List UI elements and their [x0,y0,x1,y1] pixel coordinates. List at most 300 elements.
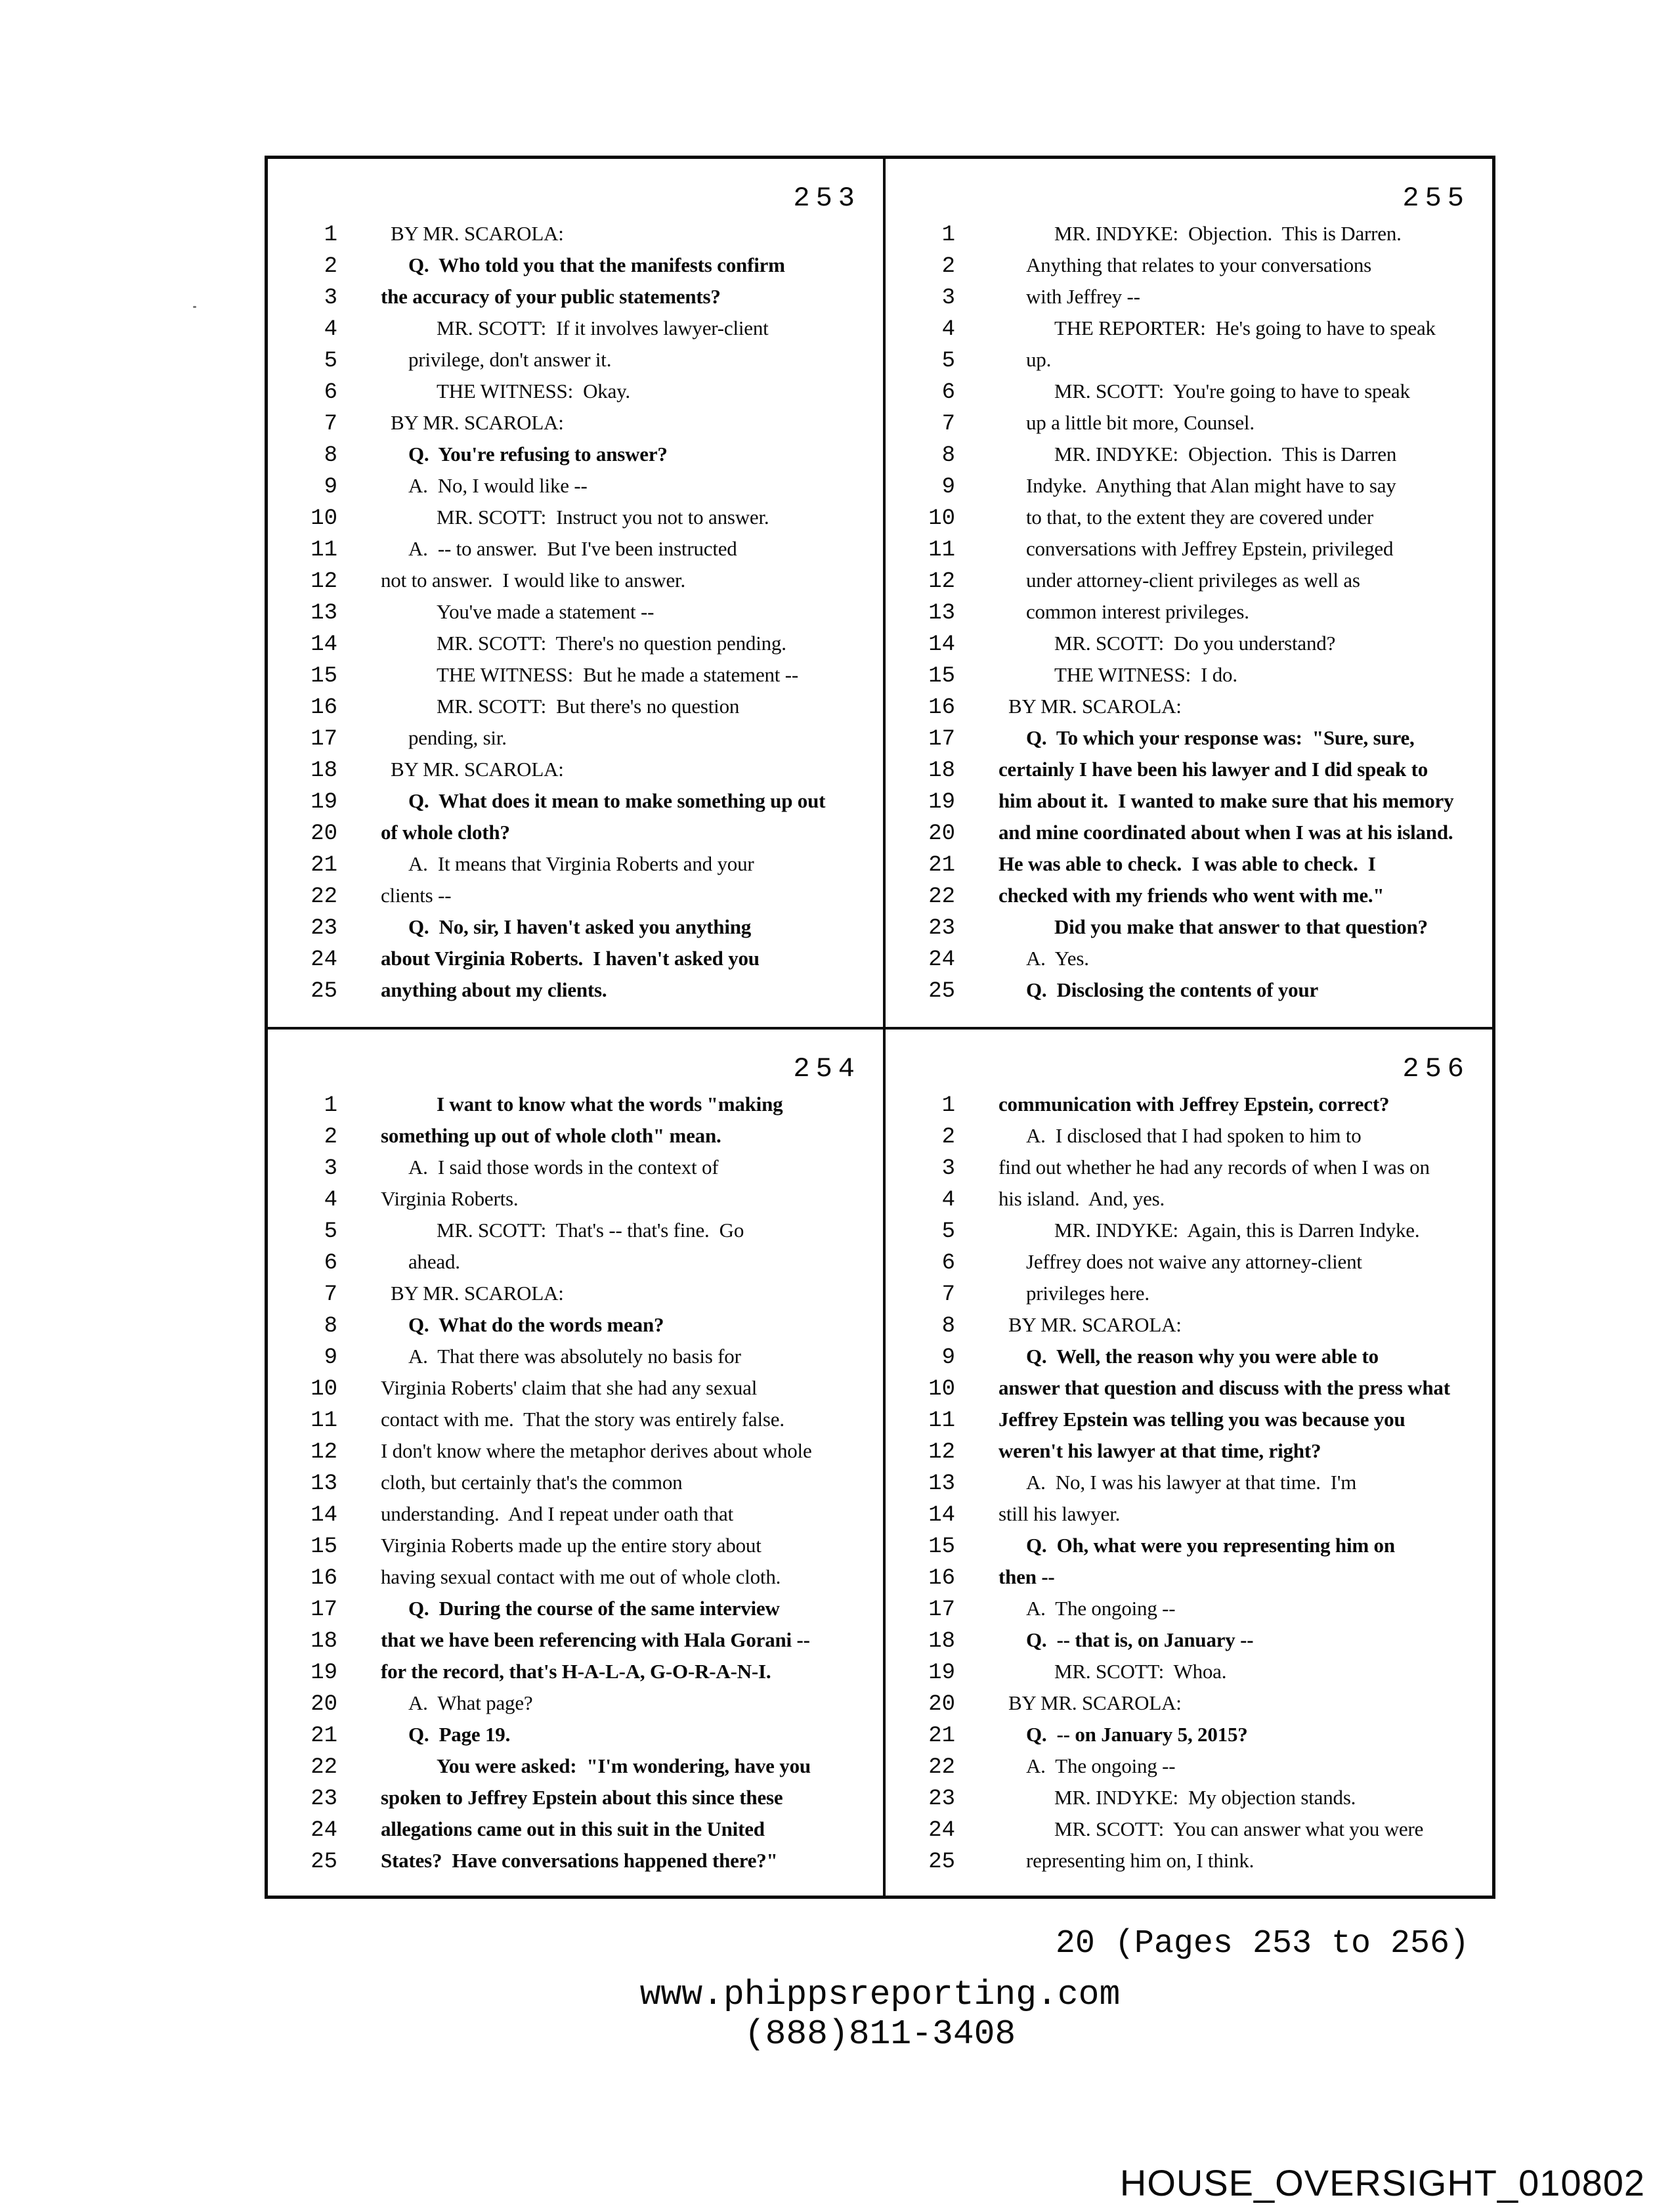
transcript-line [904,249,1492,281]
line-text: A. Yes. [1026,947,1089,970]
page-number: 256 [1402,1053,1470,1085]
line-number: 24 [311,1818,337,1843]
line-text: under attorney-client privileges as well as [1026,569,1360,592]
transcript-line [904,344,1492,376]
line-text: Q. -- on January 5, 2015? [1026,1723,1248,1746]
line-number: 3 [324,286,337,311]
transcript-line [286,313,883,344]
line-number: 1 [324,223,337,248]
transcript-line [904,1246,1492,1278]
line-text: BY MR. SCAROLA: [391,411,564,434]
transcript-page-254 [268,1030,883,1896]
line-number: 18 [928,1629,955,1654]
line-number: 5 [941,349,955,374]
line-text: THE WITNESS: But he made a statement -- [437,663,799,686]
line-text: the accuracy of your public statements? [381,285,721,308]
line-text: pending, sir. [408,726,507,749]
transcript-line [286,1309,883,1341]
transcript-line [904,1687,1492,1719]
line-text: Q. Disclosing the contents of your [1026,978,1319,1001]
line-text: Did you make that answer to that question? [1054,915,1428,938]
line-number: 3 [941,1156,955,1181]
line-number: 8 [941,1314,955,1339]
transcript-line [904,628,1492,659]
line-text: States? Have conversations happened there?" [381,1849,778,1872]
transcript-line [286,1372,883,1404]
transcript-line [286,911,883,943]
transcript-line [904,1845,1492,1876]
line-number: 23 [311,916,337,941]
line-text: MR. SCOTT: If it involves lawyer-client [437,316,769,339]
line-number: 11 [928,538,955,563]
line-text: A. No, I would like -- [408,474,588,497]
transcript-line [904,218,1492,249]
transcript-line [904,1278,1492,1309]
transcript-line [904,1152,1492,1183]
line-number: 23 [928,916,955,941]
transcript-line [286,407,883,439]
line-number: 13 [928,1471,955,1496]
line-number: 3 [324,1156,337,1181]
line-number: 23 [311,1787,337,1811]
line-text: MR. INDYKE: Objection. This is Darren [1054,443,1397,466]
transcript-line [904,1341,1492,1372]
transcript-line [904,1498,1492,1530]
transcript-line [904,1782,1492,1813]
transcript-line [286,533,883,565]
line-text: Q. What does it mean to make something up out [408,789,826,812]
line-number: 22 [928,1755,955,1780]
line-number: 7 [941,412,955,437]
line-text: MR. INDYKE: My objection stands. [1054,1786,1356,1809]
line-text: A. No, I was his lawyer at that time. I'm [1026,1471,1357,1494]
transcript-line [286,1183,883,1215]
line-text: I want to know what the words "making [437,1093,783,1116]
transcript-line [904,407,1492,439]
line-number: 14 [928,632,955,657]
transcript-line [286,880,883,911]
line-text: A. It means that Virginia Roberts and your [408,852,754,875]
footer-website: www.phippsreporting.com [639,1975,1121,2014]
transcript-line [904,817,1492,848]
line-text: still his lawyer. [998,1502,1121,1525]
transcript-line [904,1656,1492,1687]
line-number: 2 [941,1125,955,1150]
line-text: contact with me. That the story was entirely false. [381,1408,784,1431]
footer-page-range: 20 (Pages 253 to 256) [1055,1925,1469,1963]
line-number: 21 [311,853,337,878]
transcript-line [904,659,1492,691]
line-number: 12 [928,569,955,594]
line-number: 22 [311,884,337,909]
transcript-page-253 [268,159,883,1027]
transcript-line [904,1215,1492,1246]
transcript-line [286,659,883,691]
transcript-line [286,1278,883,1309]
line-text: MR. SCOTT: You can answer what you were [1054,1817,1424,1840]
line-text: checked with my friends who went with me." [998,884,1384,907]
line-number: 20 [311,821,337,846]
line-text: Q. -- that is, on January -- [1026,1628,1254,1651]
line-text: that we have been referencing with Hala Gorani -- [381,1628,810,1651]
line-number: 20 [928,821,955,846]
line-text: THE WITNESS: I do. [1054,663,1237,686]
line-number: 19 [928,790,955,815]
line-number: 22 [928,884,955,909]
transcript-line [904,313,1492,344]
line-number: 14 [311,1503,337,1528]
line-number: 8 [324,443,337,468]
line-text: answer that question and discuss with the press what [998,1376,1450,1399]
transcript-line [286,1624,883,1656]
transcript-line [904,1467,1492,1498]
transcript-line [286,249,883,281]
line-number: 21 [311,1724,337,1748]
transcript-line [904,439,1492,470]
line-number: 14 [928,1503,955,1528]
line-number: 24 [928,947,955,972]
line-text: Q. Who told you that the manifests confirm [408,253,785,276]
line-text: with Jeffrey -- [1026,285,1140,308]
line-text: A. That there was absolutely no basis for [408,1345,741,1368]
transcript-line [286,1341,883,1372]
line-text: A. The ongoing -- [1026,1754,1176,1777]
transcript-line [286,1530,883,1561]
line-text: Q. To which your response was: "Sure, sure, [1026,726,1415,749]
line-number: 1 [941,1093,955,1118]
transcript-line [904,596,1492,628]
line-text: Q. Page 19. [408,1723,511,1746]
line-text: A. -- to answer. But I've been instructed [408,537,737,560]
transcript-line [904,974,1492,1006]
bates-number: HOUSE_OVERSIGHT_010802 [1119,2162,1645,2203]
line-text: MR. SCOTT: Do you understand? [1054,632,1336,655]
line-text: representing him on, I think. [1026,1849,1255,1872]
transcript-line [286,1152,883,1183]
line-number: 25 [311,1850,337,1875]
line-text: then -- [998,1565,1055,1588]
line-number: 25 [928,979,955,1004]
line-number: 5 [324,1219,337,1244]
transcript-line [286,376,883,407]
line-text: THE WITNESS: Okay. [437,380,630,402]
transcript-page-256 [886,1030,1492,1896]
page-number: 254 [793,1053,861,1085]
line-text: Q. What do the words mean? [408,1313,664,1336]
line-text: A. What page? [408,1691,533,1714]
line-text: MR. INDYKE: Objection. This is Darren. [1054,222,1402,245]
line-number: 15 [311,664,337,689]
transcript-line [904,281,1492,313]
line-number: 5 [324,349,337,374]
footer-phone: (888)811-3408 [744,2014,1016,2054]
transcript-line [286,817,883,848]
page-number: 253 [793,183,861,214]
line-number: 13 [311,1471,337,1496]
line-text: of whole cloth? [381,821,510,844]
transcript-line [286,565,883,596]
line-number: 8 [941,443,955,468]
transcript-line [904,1593,1492,1624]
transcript-line [904,1183,1492,1215]
line-text: Q. No, sir, I haven't asked you anything [408,915,752,938]
transcript-line [904,1372,1492,1404]
line-number: 25 [311,979,337,1004]
transcript-line [286,1089,883,1120]
transcript-line [904,502,1492,533]
line-text: having sexual contact with me out of whole cloth. [381,1565,781,1588]
line-text: Anything that relates to your conversations [1026,253,1372,276]
line-text: You've made a statement -- [437,600,655,623]
line-number: 11 [928,1408,955,1433]
line-text: BY MR. SCAROLA: [1008,1691,1182,1714]
line-number: 10 [311,506,337,531]
line-number: 8 [324,1314,337,1339]
line-text: and mine coordinated about when I was at his island. [998,821,1453,844]
line-text: cloth, but certainly that's the common [381,1471,683,1494]
line-text: Virginia Roberts. [381,1187,519,1210]
transcript-line [904,943,1492,974]
line-number: 2 [324,1125,337,1150]
transcript-line [286,1246,883,1278]
line-number: 4 [941,1188,955,1213]
line-text: his island. And, yes. [998,1187,1165,1210]
line-number: 6 [324,380,337,405]
line-text: to that, to the extent they are covered under [1026,506,1373,529]
line-number: 4 [324,1188,337,1213]
transcript-line [904,470,1492,502]
line-number: 19 [928,1660,955,1685]
transcript-line [286,1719,883,1750]
line-text: You were asked: "I'm wondering, have you [437,1754,811,1777]
line-number: 21 [928,1724,955,1748]
line-number: 13 [928,601,955,626]
line-number: 5 [941,1219,955,1244]
transcript-line [286,1750,883,1782]
line-text: about Virginia Roberts. I haven't asked you [381,947,760,970]
transcript-line [286,943,883,974]
transcript-line [286,1593,883,1624]
transcript-line [286,628,883,659]
transcript-lines [904,218,1492,1006]
line-text: privilege, don't answer it. [408,348,612,371]
line-text: certainly I have been his lawyer and I did speak to [998,758,1428,781]
line-text: understanding. And I repeat under oath that [381,1502,733,1525]
line-number: 15 [311,1534,337,1559]
line-text: find out whether he had any records of when I was on [998,1156,1430,1179]
page-number: 255 [1402,183,1470,214]
transcript-line [286,596,883,628]
line-number: 17 [928,1597,955,1622]
line-number: 24 [311,947,337,972]
transcript-line [904,1089,1492,1120]
line-text: A. I said those words in the context of [408,1156,719,1179]
line-number: 22 [311,1755,337,1780]
transcript-line [904,880,1492,911]
line-number: 14 [311,632,337,657]
line-number: 12 [311,569,337,594]
line-text: BY MR. SCAROLA: [1008,695,1182,718]
transcript-line [904,785,1492,817]
transcript-line [904,1530,1492,1561]
line-number: 12 [311,1440,337,1465]
line-number: 18 [311,1629,337,1654]
line-text: allegations came out in this suit in the United [381,1817,765,1840]
transcript-line [286,974,883,1006]
line-number: 19 [311,790,337,815]
line-number: 23 [928,1787,955,1811]
transcript-line [904,848,1492,880]
transcript-line [286,281,883,313]
line-number: 15 [928,664,955,689]
line-number: 9 [324,1345,337,1370]
line-text: THE REPORTER: He's going to have to speak [1054,316,1436,339]
line-text: Q. Oh, what were you representing him on [1026,1534,1395,1557]
line-number: 15 [928,1534,955,1559]
transcript-line [286,1404,883,1435]
line-number: 24 [928,1818,955,1843]
transcript-line [286,848,883,880]
line-number: 10 [928,506,955,531]
scan-artifact-speck [193,306,196,308]
transcript-line [904,1813,1492,1845]
transcript-line [286,722,883,754]
line-text: communication with Jeffrey Epstein, correct? [998,1093,1390,1116]
line-number: 9 [324,475,337,500]
line-text: I don't know where the metaphor derives about whole [381,1439,812,1462]
transcript-line [904,1309,1492,1341]
transcript-line [904,722,1492,754]
line-text: clients -- [381,884,452,907]
line-text: for the record, that's H-A-L-A, G-O-R-A-N-I. [381,1660,771,1683]
line-text: MR. SCOTT: Whoa. [1054,1660,1227,1683]
line-text: something up out of whole cloth" mean. [381,1124,721,1147]
line-text: He was able to check. I was able to check. I [998,852,1376,875]
transcript-line [286,1561,883,1593]
line-number: 25 [928,1850,955,1875]
transcript-line [904,1750,1492,1782]
line-number: 6 [941,380,955,405]
line-number: 11 [311,1408,337,1433]
transcript-line [286,218,883,249]
transcript-line [904,1624,1492,1656]
transcript-grid [265,156,1495,1899]
transcript-line [904,1719,1492,1750]
line-number: 17 [311,727,337,752]
line-number: 9 [941,1345,955,1370]
line-number: 4 [324,317,337,342]
transcript-line [286,502,883,533]
line-number: 3 [941,286,955,311]
line-number: 4 [941,317,955,342]
transcript-line [286,1435,883,1467]
transcript-line [904,754,1492,785]
line-text: BY MR. SCAROLA: [1008,1313,1182,1336]
line-number: 18 [928,758,955,783]
line-number: 6 [941,1251,955,1276]
transcript-line [904,533,1492,565]
line-text: anything about my clients. [381,978,607,1001]
line-text: MR. SCOTT: You're going to have to speak [1054,380,1410,402]
line-text: A. The ongoing -- [1026,1597,1176,1620]
transcript-line [904,691,1492,722]
line-number: 1 [324,1093,337,1118]
line-text: conversations with Jeffrey Epstein, privileged [1026,537,1394,560]
line-number: 7 [941,1282,955,1307]
transcript-line [904,376,1492,407]
line-text: Virginia Roberts' claim that she had any sexual [381,1376,758,1399]
line-number: 7 [324,1282,337,1307]
line-text: Q. Well, the reason why you were able to [1026,1345,1379,1368]
transcript-line [286,1813,883,1845]
line-text: him about it. I wanted to make sure that his memory [998,789,1454,812]
transcript-line [286,691,883,722]
line-text: BY MR. SCAROLA: [391,758,564,781]
line-number: 10 [928,1377,955,1402]
line-number: 2 [324,254,337,279]
line-text: MR. SCOTT: There's no question pending. [437,632,786,655]
transcript-line [286,1120,883,1152]
line-number: 20 [311,1692,337,1717]
line-number: 21 [928,853,955,878]
transcript-line [904,1561,1492,1593]
line-text: up a little bit more, Counsel. [1026,411,1255,434]
transcript-lines [904,1089,1492,1876]
transcript-line [904,1435,1492,1467]
line-number: 16 [928,1566,955,1591]
line-text: MR. INDYKE: Again, this is Darren Indyke. [1054,1219,1420,1242]
transcript-line [904,1404,1492,1435]
line-text: MR. SCOTT: That's -- that's fine. Go [437,1219,744,1242]
line-number: 13 [311,601,337,626]
line-number: 16 [311,1566,337,1591]
transcript-lines [286,1089,883,1876]
line-number: 11 [311,538,337,563]
line-number: 6 [324,1251,337,1276]
line-number: 16 [928,695,955,720]
line-number: 17 [311,1597,337,1622]
line-number: 12 [928,1440,955,1465]
line-text: spoken to Jeffrey Epstein about this since these [381,1786,783,1809]
line-text: Q. You're refusing to answer? [408,443,668,466]
transcript-page-255 [886,159,1492,1027]
transcript-line [286,470,883,502]
line-text: not to answer. I would like to answer. [381,569,686,592]
transcript-line [286,1498,883,1530]
line-text: common interest privileges. [1026,600,1249,623]
line-text: MR. SCOTT: Instruct you not to answer. [437,506,769,529]
line-text: weren't his lawyer at that time, right? [998,1439,1321,1462]
line-text: A. I disclosed that I had spoken to him to [1026,1124,1362,1147]
line-text: BY MR. SCAROLA: [391,1282,564,1305]
line-text: Q. During the course of the same interview [408,1597,780,1620]
line-number: 16 [311,695,337,720]
line-text: MR. SCOTT: But there's no question [437,695,740,718]
line-number: 17 [928,727,955,752]
transcript-line [286,1215,883,1246]
transcript-line [286,344,883,376]
transcript-line [286,1656,883,1687]
line-text: privileges here. [1026,1282,1149,1305]
transcript-line [286,1845,883,1876]
line-text: BY MR. SCAROLA: [391,222,564,245]
line-number: 9 [941,475,955,500]
line-number: 1 [941,223,955,248]
transcript-line [286,1467,883,1498]
line-number: 18 [311,758,337,783]
line-text: Indyke. Anything that Alan might have to say [1026,474,1396,497]
transcript-line [286,1687,883,1719]
